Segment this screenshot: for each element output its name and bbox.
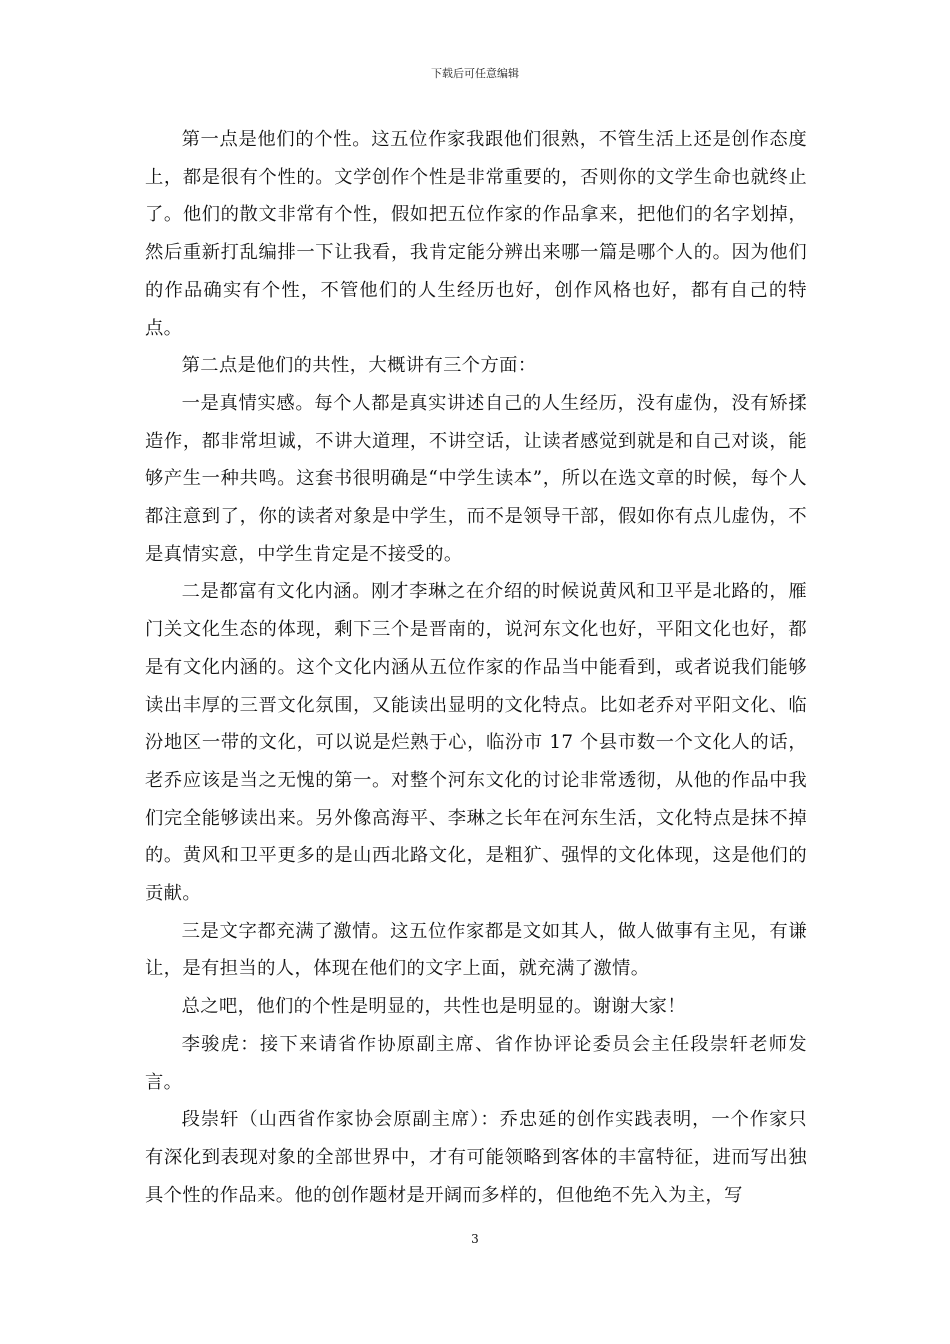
- paragraph: 总之吧，他们的个性是明显的，共性也是明显的。谢谢大家！: [181, 996, 686, 1018]
- paragraph: 李骏虎：接下来请省作协原副主席、省作协评论委员会主任段崇轩老师发言。: [145, 1033, 807, 1093]
- document-body: [145, 121, 807, 1214]
- paragraph: 一是真情实感。每个人都是真实讲述自己的人生经历，没有虚伪，没有矫揉造作，都非常坦诚，不讲大道理，不讲空话，让读者感觉到就是和自己对谈，能够产生一种共鸣。这套书很明确是“中学生读本”，所以在选文章的时候，每个人都注意到了，你的读者对象是中学生，而不是领导干部，假如你有点儿虚伪，不是真情实意，中学生肯定是不接受的。: [145, 392, 807, 565]
- paragraph: 三是文字都充满了激情。这五位作家都是文如其人，做人做事有主见，有谦让，是有担当的人，体现在他们的文字上面，就充满了激情。: [145, 920, 807, 980]
- paragraph: 二是都富有文化内涵。刚才李琳之在介绍的时候说黄风和卫平是北路的，雁门关文化生态的体现，剩下三个是晋南的，说河东文化也好，平阳文化也好，都是有文化内涵的。这个文化内涵从五位作家的作品当中能看到，或者说我们能够读出丰厚的三晋文化氛围，又能读出显明的文化特点。比如老乔对平阳文化、临汾地区一带的文化，可以说是烂熟于心，临汾市 17 个县市数一个文化人的话，老乔应该是当之无愧的第一。对整个河东文化的讨论非常透彻，从他的作品中我们完全能够读出来。另外像高海平、李琳之长年在河东生活，文化特点是抹不掉的。黄风和卫平更多的是山西北路文化，是粗犷、强悍的文化体现，这是他们的贡献。: [145, 581, 807, 905]
- paragraph: 段崇轩（山西省作家协会原副主席）：乔忠延的创作实践表明，一个作家只有深化到表现对象的全部世界中，才有可能领略到客体的丰富特征，进而写出独具个性的作品来。他的创作题材是开阔而多样的，但他绝不先入为主，写: [145, 1109, 807, 1206]
- page-number: 3: [471, 1232, 479, 1246]
- paragraph: 第一点是他们的个性。这五位作家我跟他们很熟，不管生活上还是创作态度上，都是很有个性的。文学创作个性是非常重要的，否则你的文学生命也就终止了。他们的散文非常有个性，假如把五位作家的作品拿来，把他们的名字划掉，然后重新打乱编排一下让我看，我肯定能分辨出来哪一篇是哪个人的。因为他们的作品确实有个性，不管他们的人生经历也好，创作风格也好，都有自己的特点。: [145, 129, 807, 339]
- page-header: 下载后可任意编辑: [431, 67, 519, 80]
- paragraph: 第二点是他们的共性，大概讲有三个方面：: [181, 355, 537, 377]
